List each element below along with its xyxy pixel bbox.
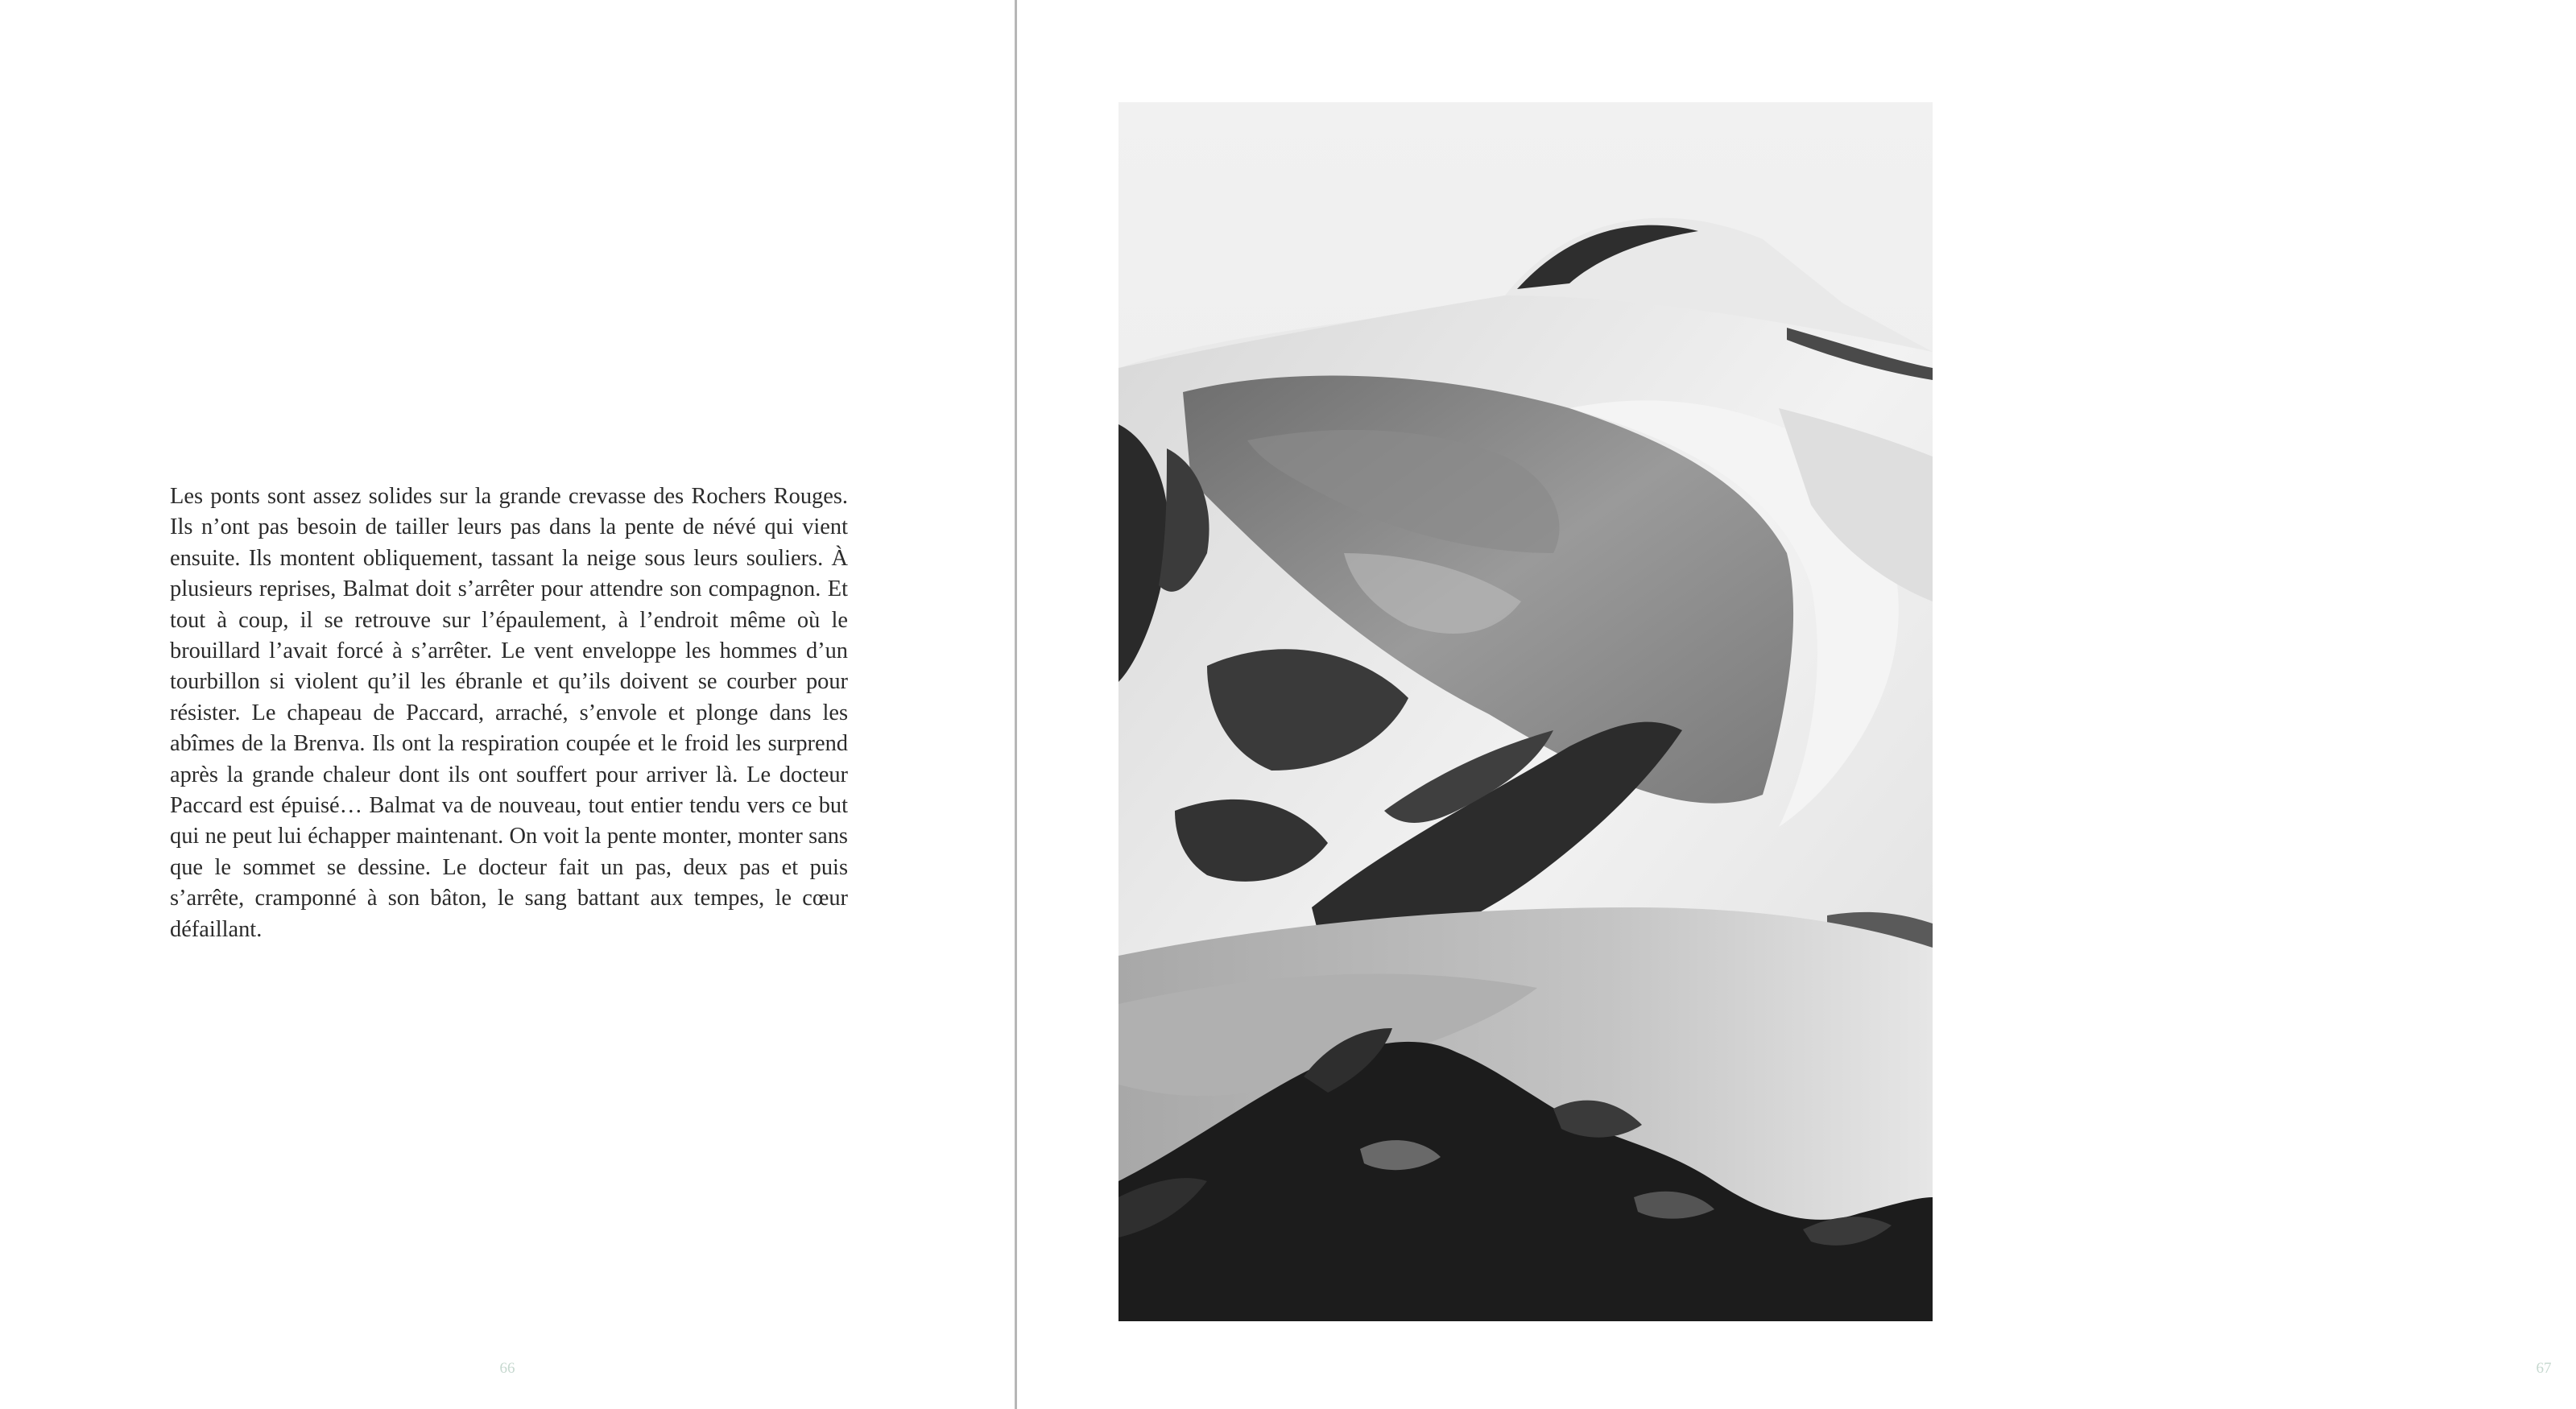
page-number-right: 67	[2536, 1360, 2552, 1377]
left-page	[0, 0, 1016, 1409]
snowy-mountain-photo-icon	[1118, 102, 1933, 1321]
page-number-left: 66	[499, 1360, 515, 1377]
book-gutter	[1015, 0, 1017, 1409]
mountain-photo	[1118, 102, 1933, 1321]
body-paragraph: Les ponts sont assez solides sur la grande crevasse des Rochers Rouges. Ils n’ont pas besoin de tailler leurs pas dans la pente de névé qui vient ensuite. Ils montent obliquement, tassant la neige sous leurs souliers. À plusieurs reprises, Balmat doit s’arrêter pour attendre son compagnon. Et tout à coup, il se retrouve sur l’épaulement, à l’endroit même où le brouillard l’avait forcé à s’arrêter. Le vent enveloppe les hommes d’un tourbillon si violent qu’il les ébranle et qu’ils doivent se courber pour résister. Le chapeau de Paccard, arraché, s’envole et plonge dans les abîmes de la Brenva. Ils ont la respiration coupée et le froid les surprend après la grande chaleur dont ils ont souffert pour arriver là. Le docteur Paccard est épuisé… Balmat va de nouveau, tout entier tendu vers ce but qui ne peut lui échapper maintenant. On voit la pente monter, monter sans que le sommet se dessine. Le docteur fait un pas, deux pas et puis s’arrête, cramponné à son bâton, le sang battant aux tempes, le cœur défaillant.	[170, 484, 848, 942]
